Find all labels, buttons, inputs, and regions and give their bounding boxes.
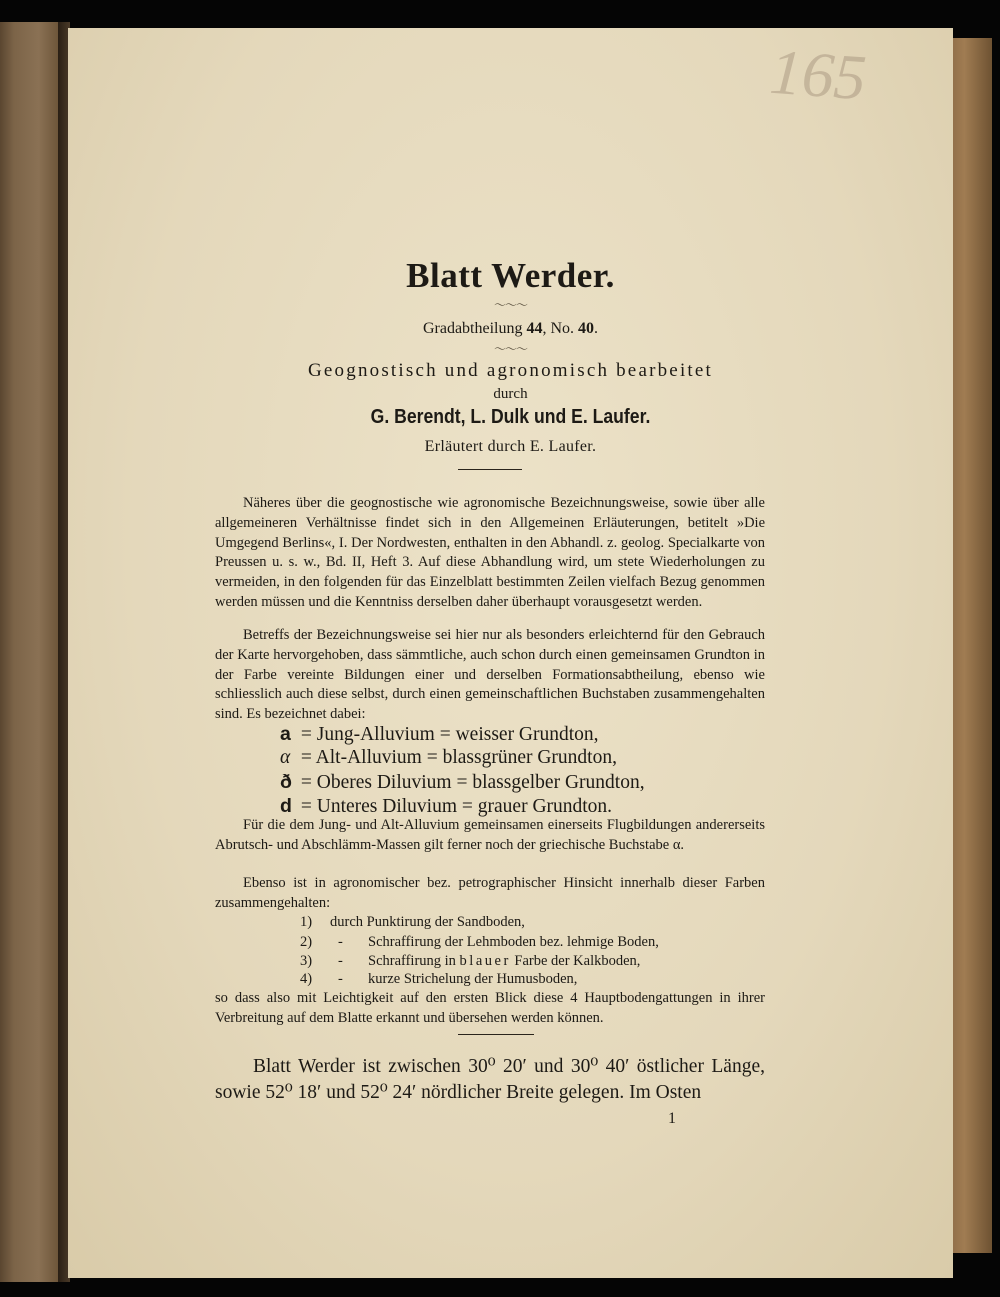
legend-text: = Alt-Alluvium = blassgrüner Grundton, <box>300 747 617 768</box>
list-text: kurze Strichelung der Humusboden, <box>368 971 578 987</box>
legend-symbol: ð <box>280 771 292 793</box>
legend-row <box>280 722 599 747</box>
list-text: durch Punktirung der Sandboden, <box>330 914 525 930</box>
ornament-divider: ～～～ <box>493 342 527 356</box>
list-number: 1) <box>300 914 313 930</box>
paragraph-ebenso: Ebenso ist in agronomischer bez. petrographischer Hinsicht innerhalb dieser Farben zusammengehalten: <box>215 875 765 911</box>
list-number: 4) <box>300 971 313 987</box>
archive-pencil-mark: 165 <box>767 35 869 114</box>
paragraph-fuer-die: Für die dem Jung- und Alt-Alluvium gemeinsamen einerseits Flugbildungen andererseits Abrutsch- und Abschlämm-Massen gilt ferner noch der griechische Buchstabe α. <box>215 817 765 853</box>
durch-line: durch <box>493 386 528 402</box>
divider-rule <box>458 469 522 470</box>
legend-symbol: d <box>280 795 292 817</box>
subtitle-pre: Gradabtheilung <box>422 320 527 337</box>
paragraph-naeheres: Näheres über die geognostische wie agronomische Bezeichnungsweise, sowie über alle allgemeineren Verhältnisse findet sich in den Allgemeinen Erläuterungen, betitelt »Die Umgegend Berlins«, I. Der Nordwesten, enthalten in den Abhandl. z. geolog. Specialkarte von Preussen u. s. w., Bd. II, Heft 3. Auf diese Abhandlung wird, um stete Wiederholungen zu vermeiden, in den folgenden für das Einzelblatt bestimmten Zeilen vielfach Bezug genommen werden müssen und die Kenntniss derselben daher überhaupt vorausgesetzt werden. <box>215 495 765 610</box>
legend-text: = Oberes Diluvium = blassgelber Grundton, <box>300 772 645 793</box>
list-text: Schraffirung der Lehmboden bez. lehmige Boden, <box>368 934 659 950</box>
page-number: 1 <box>668 1110 676 1127</box>
paragraph-betreffs: Betreffs der Bezeichnungsweise sei hier nur als besonders erleichternd für den Gebrauch der Karte hervorgehoben, dass sämmtliche, auch schon durch einen gemeinsamen Grundton in der Farbe vereinte Bildungen einer und derselben Formationsabtheilung, ebenso wie schliesslich auch diese selbst, durch einen gemeinschaftlichen Buchstaben zusammengehalten sind. Es bezeichnet dabei: <box>215 627 765 723</box>
grad-abtheilung-line <box>68 320 953 338</box>
page-title: Blatt Werder. <box>406 256 615 295</box>
list-ditto-mark: - <box>338 953 343 969</box>
legend-row <box>280 770 645 795</box>
list-ditto-mark: - <box>338 934 343 950</box>
legend-text: = Jung-Alluvium = weisser Grundton, <box>300 724 599 745</box>
subtitle-post: . <box>594 320 599 337</box>
subtitle-num1: 44 <box>526 320 543 337</box>
list-text-spaced: blauer <box>459 953 511 969</box>
list-number: 3) <box>300 953 313 969</box>
list-text-pre: Schraffirung in <box>368 953 460 969</box>
subtitle-mid: , No. <box>542 320 579 337</box>
list-number: 2) <box>300 934 313 950</box>
authors-line: G. Berendt, L. Dulk und E. Laufer. <box>370 406 651 428</box>
erlaeutert-line: Erläutert durch E. Laufer. <box>424 438 597 455</box>
paragraph-so-dass: so dass also mit Leichtigkeit auf den ersten Blick diese 4 Hauptbodengattungen in ihrer Verbreitung auf dem Blatte erkannt und übersehen werden können. <box>215 990 765 1026</box>
paragraph-blatt-werder: Blatt Werder ist zwischen 30⁰ 20′ und 30⁰ 40′ östlicher Länge, sowie 52⁰ 18′ und 52⁰ 24′ nördlicher Breite gelegen. Im Osten <box>215 1056 765 1103</box>
legend-row <box>280 746 617 770</box>
subtitle-num2: 40 <box>578 320 595 337</box>
list-text <box>368 952 640 972</box>
divider-rule <box>458 1034 534 1035</box>
list-ditto-mark: - <box>338 971 343 987</box>
legend-symbol: a <box>280 723 291 745</box>
geognostisch-line: Geognostisch und agronomisch bearbeitet <box>307 360 714 381</box>
ornament-divider: ～～～ <box>493 298 527 312</box>
legend-text: = Unteres Diluvium = grauer Grundton. <box>300 796 613 817</box>
list-text-post: Farbe der Kalkboden, <box>510 953 641 969</box>
legend-symbol: α <box>280 747 291 768</box>
